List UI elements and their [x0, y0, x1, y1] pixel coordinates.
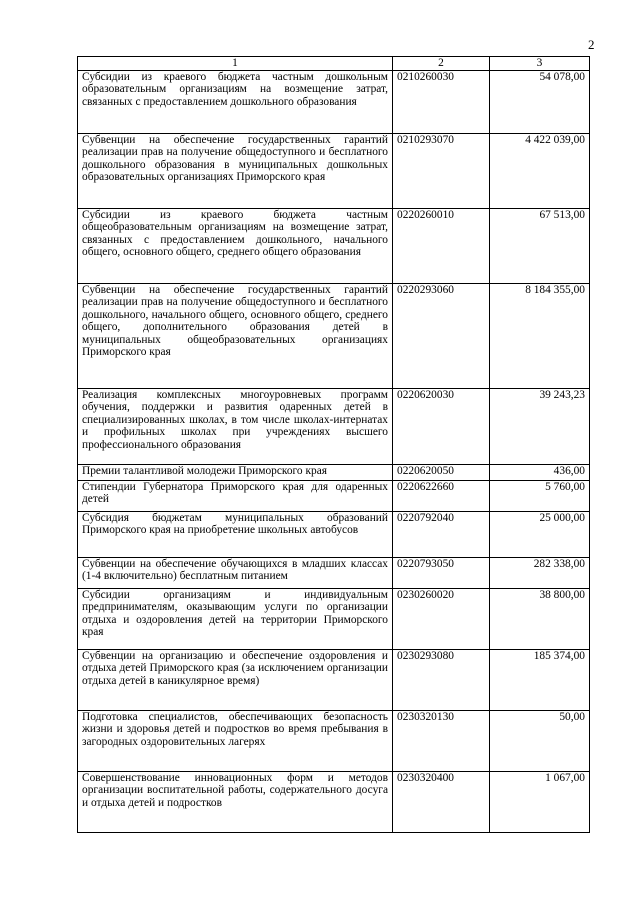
row-code: 0220622660	[393, 481, 490, 512]
row-description: Субвенции на обеспечение государственных гарантий реализации прав на получение общедоступного и бесплатного дошкольного, начального общего, основного общего, среднего общего, дополнительного образования детей в муниципальных общеобразовательных организациях Приморского края	[78, 284, 393, 389]
row-amount: 8 184 355,00	[490, 284, 590, 389]
column-header-2: 2	[393, 57, 490, 71]
row-amount: 39 243,23	[490, 389, 590, 465]
column-header-1: 1	[78, 57, 393, 71]
row-description: Субсидии организациям и индивидуальным предпринимателям, оказывающим услуги по организации отдыха и оздоровления детей на территории Приморского края	[78, 589, 393, 650]
row-code: 0220620050	[393, 465, 490, 481]
row-amount: 25 000,00	[490, 512, 590, 558]
table-row	[78, 558, 590, 589]
row-amount: 282 338,00	[490, 558, 590, 589]
column-header-3: 3	[490, 57, 590, 71]
table-row	[78, 209, 590, 284]
page-number: 2	[588, 37, 595, 52]
table-row	[78, 772, 590, 833]
table-row	[78, 284, 590, 389]
row-code: 0210260030	[393, 71, 490, 134]
row-amount: 38 800,00	[490, 589, 590, 650]
table-row	[78, 389, 590, 465]
row-description: Субвенции на обеспечение государственных гарантий реализации прав на получение общедоступного и бесплатного дошкольного образования в муниципальных дошкольных образовательных организациях Приморского края	[78, 134, 393, 209]
row-description: Реализация комплексных многоуровневых программ обучения, поддержки и развития одаренных детей в специализированных школах, в том числе школах-интернатах и профильных школах при учреждениях высшего профессионального образования	[78, 389, 393, 465]
row-code: 0220620030	[393, 389, 490, 465]
row-code: 0210293070	[393, 134, 490, 209]
table-row	[78, 465, 590, 481]
row-description: Подготовка специалистов, обеспечивающих безопасность жизни и здоровья детей и подростков во время пребывания в загородных оздоровительных лагерях	[78, 711, 393, 772]
row-description: Субсидии из краевого бюджета частным общеобразовательным организациям на возмещение затрат, связанных с предоставлением дошкольного, начального общего, основного общего, среднего общего образования	[78, 209, 393, 284]
table-row	[78, 481, 590, 512]
row-amount: 185 374,00	[490, 650, 590, 711]
row-description: Совершенствование инновационных форм и методов организации воспитательной работы, содержательного досуга и отдыха детей и подростков	[78, 772, 393, 833]
row-description: Премии талантливой молодежи Приморского края	[78, 465, 393, 481]
row-description: Субсидия бюджетам муниципальных образований Приморского края на приобретение школьных автобусов	[78, 512, 393, 558]
table-row	[78, 589, 590, 650]
row-code: 0220792040	[393, 512, 490, 558]
row-amount: 436,00	[490, 465, 590, 481]
row-description: Субсидии из краевого бюджета частным дошкольным образовательным организациям на возмещение затрат, связанных с предоставлением дошкольного образования	[78, 71, 393, 134]
budget-table	[77, 56, 590, 833]
row-description: Субвенции на обеспечение обучающихся в младших классах (1-4 включительно) бесплатным питанием	[78, 558, 393, 589]
row-code: 0230260020	[393, 589, 490, 650]
table-header-row	[78, 57, 590, 71]
row-amount: 1 067,00	[490, 772, 590, 833]
row-amount: 67 513,00	[490, 209, 590, 284]
row-amount: 50,00	[490, 711, 590, 772]
row-code: 0230320400	[393, 772, 490, 833]
table-row	[78, 134, 590, 209]
table-row	[78, 711, 590, 772]
table-row	[78, 512, 590, 558]
table-row	[78, 71, 590, 134]
row-code: 0230293080	[393, 650, 490, 711]
row-amount: 4 422 039,00	[490, 134, 590, 209]
table-row	[78, 650, 590, 711]
row-code: 0220293060	[393, 284, 490, 389]
row-description: Субвенции на организацию и обеспечение оздоровления и отдыха детей Приморского края (за исключением организации отдыха детей в каникулярное время)	[78, 650, 393, 711]
row-code: 0230320130	[393, 711, 490, 772]
row-amount: 54 078,00	[490, 71, 590, 134]
row-code: 0220793050	[393, 558, 490, 589]
row-code: 0220260010	[393, 209, 490, 284]
row-description: Стипендии Губернатора Приморского края для одаренных детей	[78, 481, 393, 512]
row-amount: 5 760,00	[490, 481, 590, 512]
